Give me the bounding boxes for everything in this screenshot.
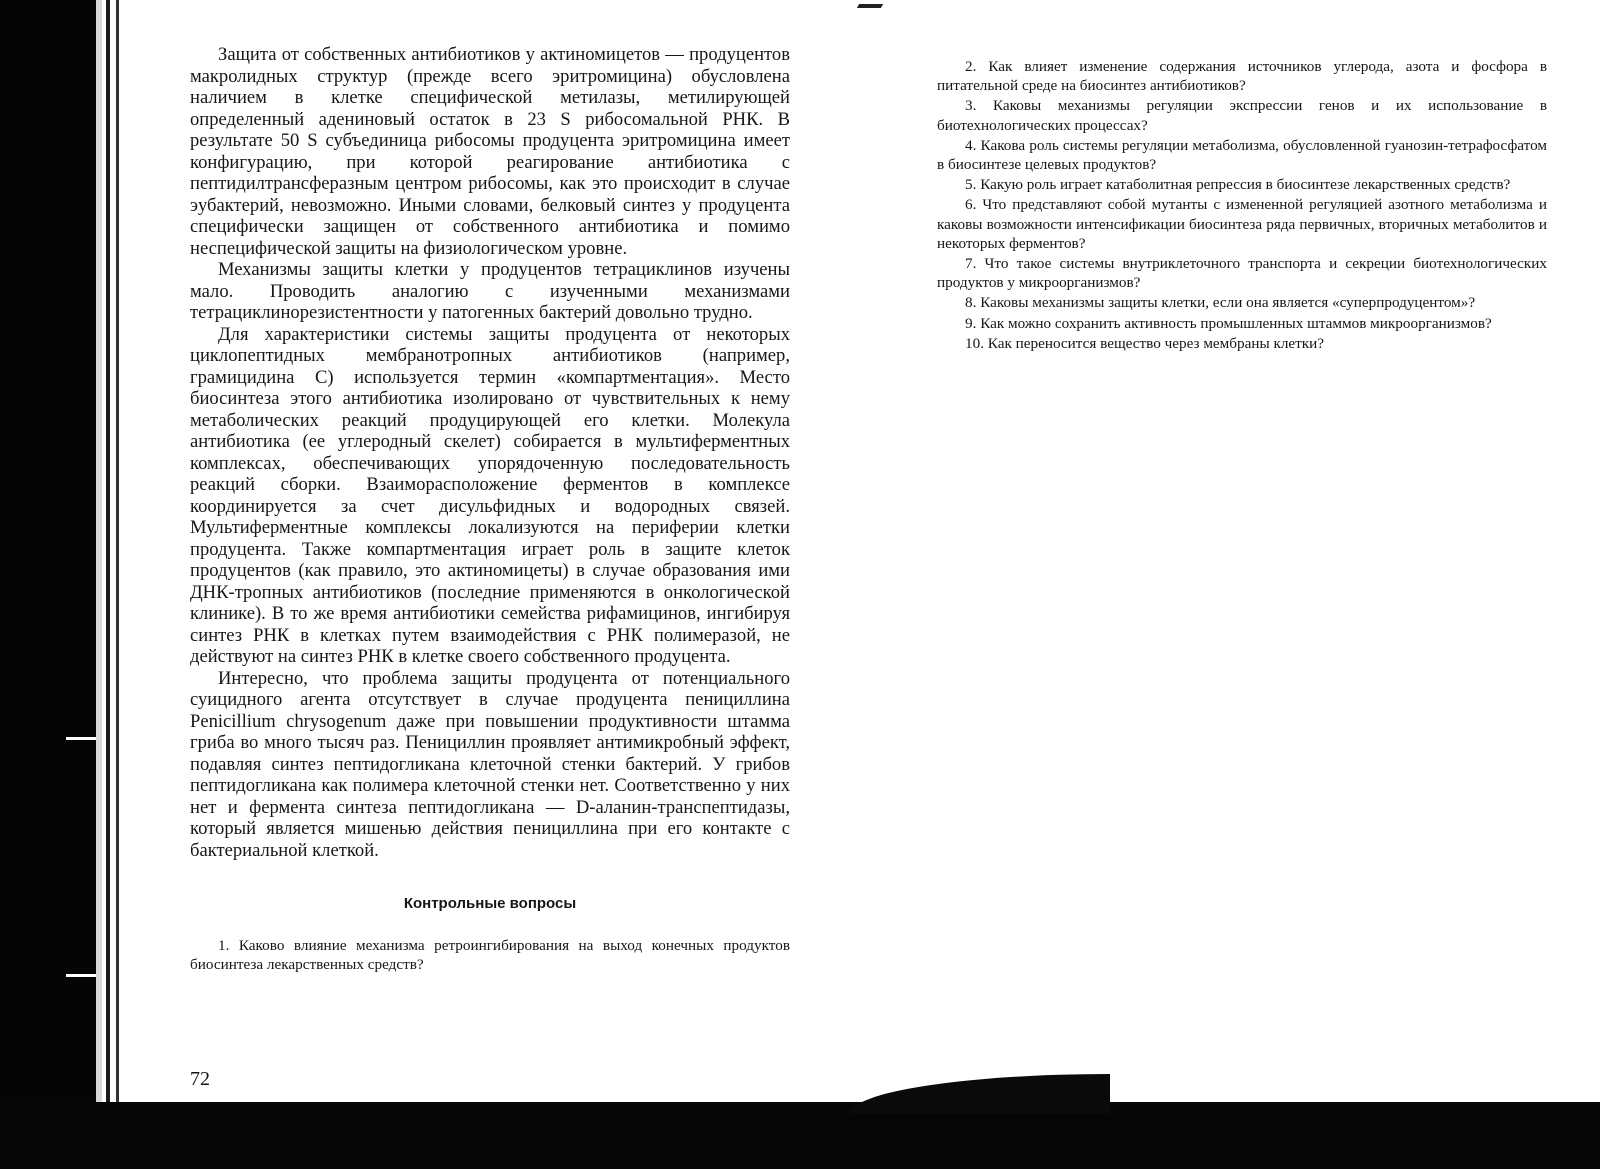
question-item: 10. Как переносится вещество через мембраны клетки? [965, 334, 1325, 352]
question-item: 5. Какую роль играет катаболитная репрессия в биосинтезе лекарственных средств? [965, 176, 1511, 194]
page-number: 72 [190, 1068, 210, 1090]
paragraph: Защита от собственных антибиотиков у актиномицетов — продуцентов макролидных структур (прежде всего эритромицина) обусловлена наличием в клетке специфической метилазы, метилирующей определенный адениновый остаток в 23 S рибосомальной РНК. В результате 50 S субъединица рибосомы продуцента эритромицина имеет конфигурацию, при которой реагирование антибиотика с пептидилтрансферазным центром рибосомы, как это происходит в случае эубактерий, невозможно. Иными словами, белковый синтез у продуцента специфически защищен от собственного антибиотика и помимо неспецифической защиты на физиологическом уровне. [190, 44, 790, 259]
question-item: 6. Что представляют собой мутанты с измененной регуляцией азотного метаболизма и каковы возможности интенсификации биосинтеза ряда первичных, вторичных метаболитов и некоторых ферментов? [937, 196, 1547, 252]
scan-edge-bottom [0, 1102, 1600, 1169]
paragraph: Интересно, что проблема защиты продуцента от потенциального суицидного агента отсутствует в случае продуцента пенициллина Penicillium chrysogenum даже при повышении продуктивности штамма гриба во много тысяч раз. Пенициллин проявляет антимикробный эффект, подавляя синтез пептидогликана клеточной стенки бактерий. У грибов пептидогликана как полимера клеточной стенки нет. Соответственно у них нет и фермента синтеза пептидогликана — D-аланин-транспептидазы, который является мишенью действия пенициллина при его контакте с бактериальной клеткой. [190, 667, 790, 861]
scan-edge-tick [66, 974, 96, 977]
scan-edge-line [106, 0, 110, 1169]
paragraph: Для характеристики системы защиты продуцента от некоторых циклопептидных мембранотропных антибиотиков (например, грамицидина С) используется термин «компартментация». Место биосинтеза этого антибиотика изолировано от чувствительных к нему метаболических реакций продуцирующей его клетки. Молекула антибиотика (ее углеродный скелет) собирается в мультиферментных комплексах, обеспечивающих упорядоченную последовательность реакций сборки. Взаиморасположение ферментов в комплексе координируется за счет дисульфидных и водородных связей. Мультиферментные комплексы локализуются на периферии клетки продуцента. Также компартментация играет роль в защите клеток продуцентов (как правило, это актиномицеты) в случае образования ими ДНК-тропных антибиотиков (последние применяются в онкологической клинике). В то же время антибиотики семейства рифамицинов, ингибируя синтез РНК в клетках путем взаимодействия с РНК полимеразой, не действуют на синтез РНК в клетке своего собственного продуцента. [190, 323, 790, 667]
section-heading: Контрольные вопросы [403, 895, 577, 912]
scan-edge-line [116, 0, 119, 1169]
page-spine-shadow [850, 1074, 1110, 1114]
question-item: 4. Какова роль системы регуляции метаболизма, обусловленной гуанозин-тетрафосфатом в биосинтезе целевых продуктов? [937, 136, 1547, 174]
right-page [937, 57, 1547, 354]
scan-edge-tick [66, 737, 96, 740]
left-page [190, 44, 790, 976]
scan-edge-left [0, 0, 96, 1169]
question-item: 1. Каково влияние механизма ретроингибирования на выход конечных продуктов биосинтеза лекарственных средств? [190, 937, 790, 974]
question-item: 3. Каковы механизмы регуляции экспрессии генов и их использование в биотехнологических процессах? [937, 97, 1547, 134]
spine-mark [857, 4, 883, 8]
question-item: 9. Как можно сохранить активность промышленных штаммов микроорганизмов? [965, 314, 1492, 332]
question-item: 2. Как влияет изменение содержания источников углерода, азота и фосфора в питательной среде на биосинтез антибиотиков? [937, 58, 1547, 95]
question-item: 7. Что такое системы внутриклеточного транспорта и секреции биотехнологических продуктов у микроорганизмов? [937, 255, 1547, 292]
scan-edge-strip [96, 0, 102, 1169]
question-item: 8. Каковы механизмы защиты клетки, если она является «суперпродуцентом»? [965, 294, 1476, 312]
paragraph: Механизмы защиты клетки у продуцентов тетрациклинов изучены мало. Проводить аналогию с изученными механизмами тетрациклинорезистентности у патогенных бактерий довольно трудно. [190, 259, 790, 323]
